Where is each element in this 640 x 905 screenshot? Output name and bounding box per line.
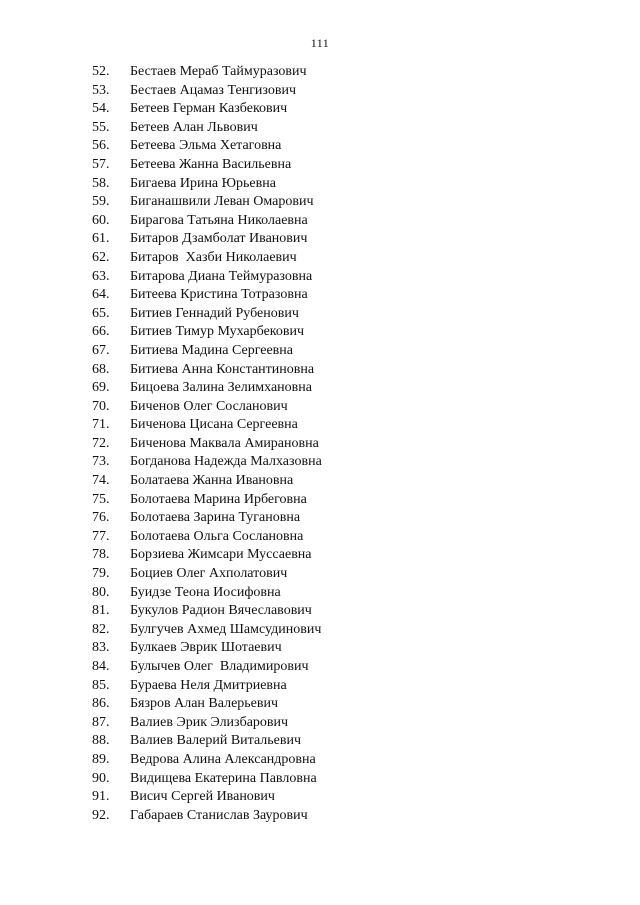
list-item [92,528,322,547]
list-item-name: Булгучев Ахмед Шамсудинович [130,621,322,637]
list-item-name: Висич Сергей Иванович [130,789,275,805]
list-item [92,509,322,528]
list-item-number: 82. [92,621,110,637]
list-item-number: 87. [92,714,110,730]
list-item-number: 83. [92,640,110,656]
list-item-number: 55. [92,119,110,135]
list-item-name: Битеева Кристина Тотразовна [130,287,308,303]
list-item-name: Бестаев Мераб Таймуразович [130,64,307,79]
list-item-number: 73. [92,454,110,470]
list-item-name: Бетеева Эльма Хетаговна [130,138,282,154]
list-item-name: Видищева Екатерина Павловна [130,770,317,786]
list-item [92,212,322,231]
list-item-number: 74. [92,473,110,489]
list-item [92,639,322,658]
list-item-number: 86. [92,696,110,712]
list-item-name: Бетеев Герман Казбекович [130,101,288,117]
list-item-name: Бигаева Ирина Юрьевна [130,175,276,191]
list-item [92,100,322,119]
list-item-name: Борзиева Жимсари Муссаевна [130,547,312,563]
list-item-number: 57. [92,156,110,172]
list-item [92,751,322,770]
list-item-name: Битиев Тимур Мухарбекович [130,324,305,340]
name-list [92,63,322,825]
list-item-name: Болотаева Марина Ирбеговна [130,491,307,507]
list-item-number: 58. [92,175,110,191]
list-item-name: Валиев Эрик Элизбарович [130,714,289,730]
list-item-number: 64. [92,287,110,303]
list-item-name: Боциев Олег Ахполатович [130,566,288,582]
list-item-number: 81. [92,603,110,619]
list-item-name: Бязров Алан Валерьевич [130,696,279,712]
list-item [92,677,322,696]
list-item-number: 62. [92,249,110,265]
list-item-name: Богданова Надежда Малхазовна [130,454,322,470]
list-item-name: Битиева Мадина Сергеевна [130,342,294,358]
list-item [92,695,322,714]
list-item-number: 60. [92,212,110,228]
list-item-name: Ведрова Алина Александровна [130,751,316,767]
list-item-number: 90. [92,770,110,786]
list-item-number: 68. [92,361,110,377]
list-item-number: 70. [92,398,110,414]
list-item-name: Биганашвили Леван Омарович [130,194,314,210]
list-item-number: 91. [92,789,110,805]
list-item [92,305,322,324]
list-item-name: Болатаева Жанна Ивановна [130,473,294,489]
list-item-number: 75. [92,491,110,507]
list-item-name: Биченова Маквала Амирановна [130,435,319,451]
list-item-number: 66. [92,324,110,340]
list-item [92,268,322,287]
list-item [92,491,322,510]
list-item [92,621,322,640]
list-item [92,453,322,472]
list-item-name: Биченов Олег Сосланович [130,398,288,414]
list-item-number: 79. [92,566,110,582]
list-item-number: 77. [92,528,110,544]
list-item-number: 54. [92,101,110,117]
list-item [92,658,322,677]
list-item-number: 52. [92,64,110,79]
list-item [92,230,322,249]
list-item-number: 63. [92,268,110,284]
list-item-name: Булычев Олег Владимирович [130,659,309,674]
list-item-number: 78. [92,547,110,563]
list-item [92,175,322,194]
list-item-name: Битиева Анна Константиновна [130,361,315,377]
list-item-number: 61. [92,231,110,247]
list-item [92,193,322,212]
list-item-number: 53. [92,82,110,98]
list-item [92,546,322,565]
list-item-number: 71. [92,417,110,433]
list-item [92,472,322,491]
list-item-number: 92. [92,807,110,823]
list-item [92,435,322,454]
list-item-name: Габараев Станислав Заурович [130,807,308,823]
list-item [92,286,322,305]
list-item-number: 80. [92,584,110,600]
list-item [92,137,322,156]
list-item [92,732,322,751]
list-item-number: 67. [92,342,110,358]
list-item [92,82,322,101]
list-item [92,584,322,603]
list-item-name: Букулов Радион Вячеславович [130,603,312,619]
list-item-name: Валиев Валерий Витальевич [130,733,302,749]
list-item-number: 89. [92,751,110,767]
list-item-number: 59. [92,194,110,210]
list-item [92,342,322,361]
list-item-name: Бирагова Татьяна Николаевна [130,212,308,228]
list-item [92,398,322,417]
list-item [92,156,322,175]
list-item-number: 85. [92,677,110,693]
list-item [92,714,322,733]
list-item-name: Биченова Цисана Сергеевна [130,417,298,433]
list-item-number: 56. [92,138,110,154]
list-item [92,416,322,435]
list-item [92,788,322,807]
list-item-number: 76. [92,510,110,526]
list-item-number: 88. [92,733,110,749]
list-item-number: 84. [92,659,110,674]
list-item-name: Бураева Неля Дмитриевна [130,677,287,693]
list-item-name: Бицоева Залина Зелимхановна [130,380,312,396]
list-item [92,119,322,138]
list-item [92,249,322,268]
list-item [92,323,322,342]
list-item [92,770,322,789]
list-item [92,379,322,398]
list-item [92,807,322,826]
list-item-name: Битаров Дзамболат Иванович [130,231,308,247]
list-item-name: Бетеев Алан Львович [130,119,258,135]
list-item [92,565,322,584]
list-item-name: Битаров Хазби Николаевич [130,249,297,265]
list-item-name: Болотаева Зарина Тугановна [130,510,301,526]
list-item-name: Бестаев Ацамаз Тенгизович [130,82,297,98]
list-item-name: Битиев Геннадий Рубенович [130,305,299,321]
list-item-name: Болотаева Ольга Сослановна [130,528,304,544]
list-item-name: Битарова Диана Теймуразовна [130,268,313,284]
list-item [92,63,322,82]
list-item-number: 69. [92,380,110,396]
list-item-number: 72. [92,435,110,451]
page-number: 111 [310,36,330,50]
list-item-name: Бетеева Жанна Васильевна [130,156,292,172]
list-item-name: Буидзе Теона Иосифовна [130,584,281,600]
list-item-number: 65. [92,305,110,321]
list-item [92,361,322,380]
list-item [92,602,322,621]
list-item-name: Булкаев Эврик Шотаевич [130,640,282,656]
